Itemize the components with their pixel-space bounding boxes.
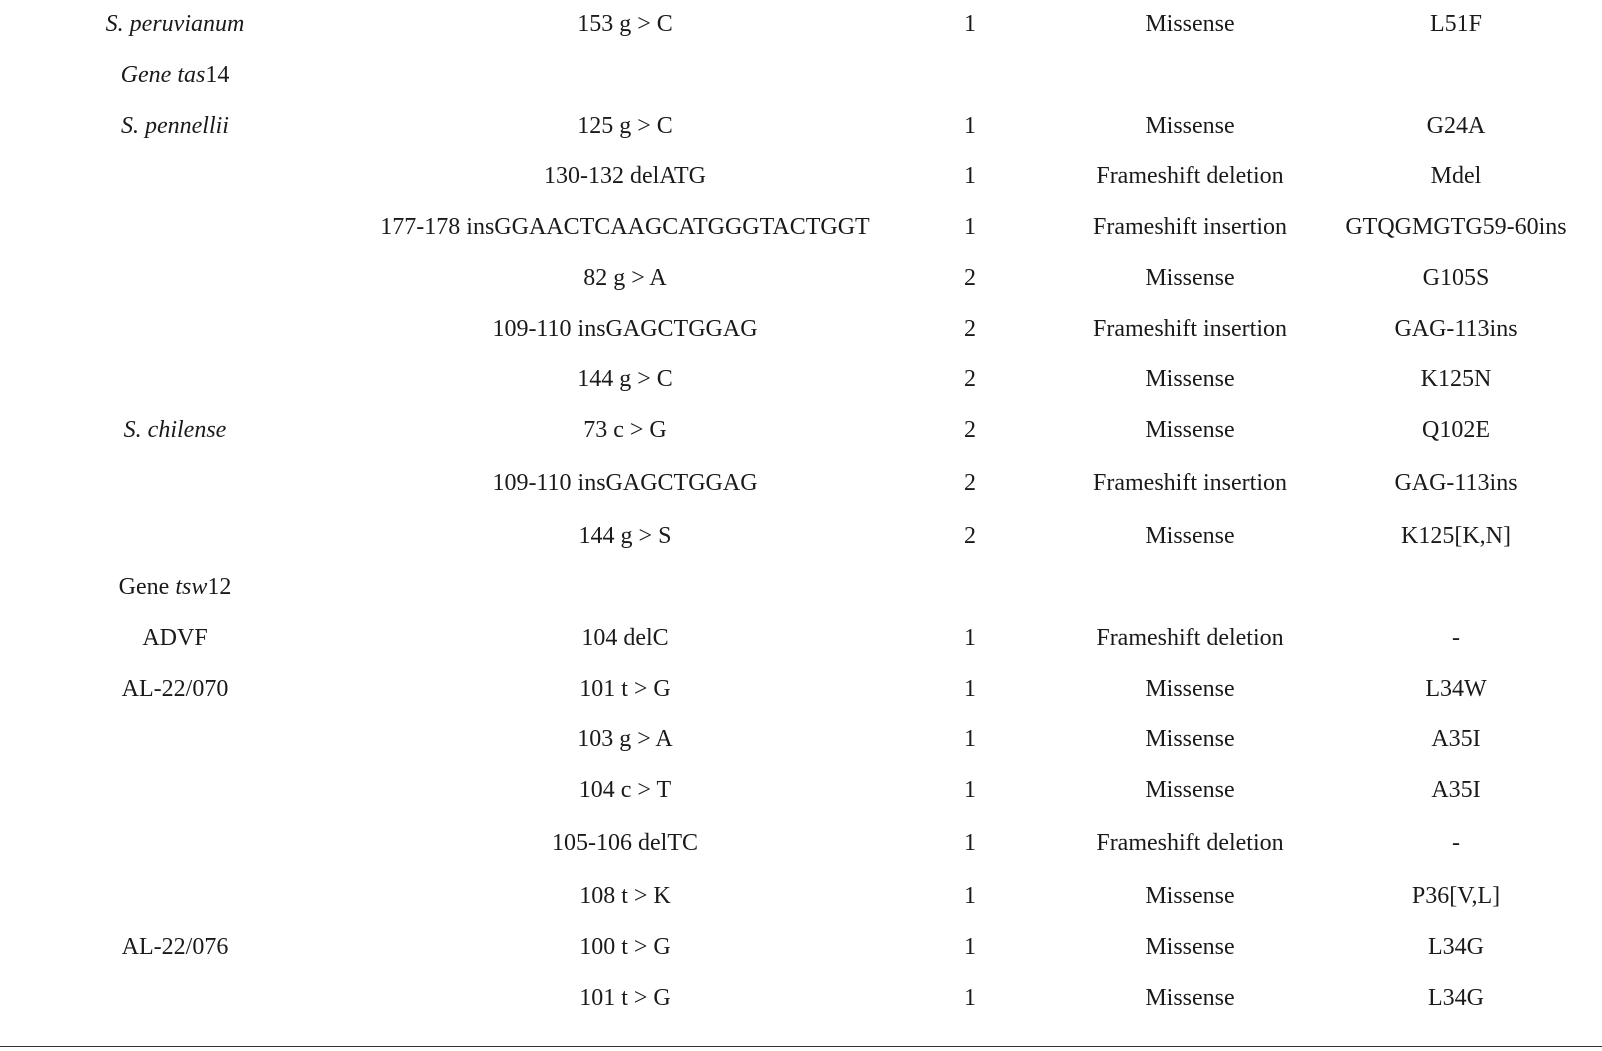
aa-change-cell: L34G: [1428, 934, 1484, 960]
species-cell: S. chilense: [123, 417, 227, 443]
gene-heading-prefix: Gene: [120, 62, 178, 88]
aa-change-cell: -: [1452, 625, 1460, 651]
strain-cell: AL-22/076: [121, 934, 229, 960]
aa-change-cell: L34W: [1425, 676, 1487, 702]
strain-cell: ADVF: [142, 625, 208, 651]
mutation-cell: 101 t > G: [579, 676, 671, 702]
table-row: [0, 719, 1602, 759]
effect-cell: Frameshift insertion: [1093, 316, 1287, 342]
species-cell: [40, 463, 310, 503]
gene-heading-number: 14: [205, 62, 230, 88]
mutation-cell: 125 g > C: [577, 113, 673, 139]
species-cell: S. pennellii: [121, 113, 229, 139]
aa-change-cell: A35I: [1431, 726, 1481, 752]
mutation-cell: 104 c > T: [578, 777, 672, 803]
table-row: [0, 669, 1602, 709]
mutation-cell: 73 c > G: [583, 417, 667, 443]
aa-change-cell: Q102E: [1422, 417, 1490, 443]
strain-cell: [40, 978, 310, 1018]
aa-change-cell: GTQGMGTG59-60ins: [1345, 214, 1567, 240]
mutation-cell: 105-106 delTC: [552, 830, 698, 856]
aa-change-cell: GAG-113ins: [1394, 470, 1518, 496]
table-row: [0, 823, 1602, 863]
count-cell: 2: [964, 417, 976, 443]
table-row: [0, 927, 1602, 967]
mutation-cell: 82 g > A: [583, 265, 667, 291]
mutation-cell: 144 g > C: [577, 366, 673, 392]
effect-cell: Frameshift insertion: [1093, 470, 1287, 496]
count-cell: 2: [964, 523, 976, 549]
gene-heading: [40, 55, 310, 95]
strain-cell: [40, 719, 310, 759]
species-cell: [40, 156, 310, 196]
mutation-cell: 108 t > K: [579, 883, 671, 909]
table-row: [0, 359, 1602, 399]
effect-cell: Missense: [1145, 934, 1235, 960]
table-row: [0, 410, 1602, 450]
mutation-cell: 144 g > S: [578, 523, 672, 549]
table-row: [0, 978, 1602, 1018]
effect-cell: Missense: [1145, 265, 1235, 291]
table-row: [0, 567, 1602, 607]
mutation-cell: 101 t > G: [579, 985, 671, 1011]
count-cell: 2: [964, 470, 976, 496]
strain-cell: AL-22/070: [121, 676, 229, 702]
effect-cell: Missense: [1145, 676, 1235, 702]
species-cell: [40, 207, 310, 247]
aa-change-cell: K125[K,N]: [1401, 523, 1511, 549]
table-row: [0, 463, 1602, 503]
count-cell: 1: [964, 726, 976, 752]
species-cell: [40, 309, 310, 349]
strain-cell: [40, 876, 310, 916]
count-cell: 1: [964, 883, 976, 909]
effect-cell: Missense: [1145, 366, 1235, 392]
species-cell: [40, 359, 310, 399]
strain-cell: [40, 770, 310, 810]
table-row: [0, 207, 1602, 247]
count-cell: 1: [964, 934, 976, 960]
mutation-cell: 153 g > C: [577, 11, 673, 37]
mutation-cell: 109-110 insGAGCTGGAG: [492, 316, 758, 342]
aa-change-cell: P36[V,L]: [1411, 883, 1501, 909]
aa-change-cell: K125N: [1420, 366, 1492, 392]
effect-cell: Frameshift insertion: [1093, 214, 1287, 240]
count-cell: 1: [964, 625, 976, 651]
count-cell: 2: [964, 316, 976, 342]
count-cell: 1: [964, 11, 976, 37]
effect-cell: Frameshift deletion: [1096, 163, 1284, 189]
gene-heading-number: 12: [207, 574, 232, 600]
effect-cell: Missense: [1145, 523, 1235, 549]
count-cell: 1: [964, 985, 976, 1011]
aa-change-cell: L51F: [1429, 11, 1482, 37]
effect-cell: Frameshift deletion: [1096, 625, 1284, 651]
mutation-cell: 100 t > G: [579, 934, 671, 960]
count-cell: 1: [964, 676, 976, 702]
aa-change-cell: Mdel: [1430, 163, 1482, 189]
effect-cell: Missense: [1145, 417, 1235, 443]
count-cell: 1: [964, 163, 976, 189]
table-row: [0, 55, 1602, 95]
gene-heading-name: tsw: [175, 574, 208, 600]
mutation-cell: 104 delC: [581, 625, 669, 651]
count-cell: 1: [964, 777, 976, 803]
table-row: [0, 770, 1602, 810]
effect-cell: Missense: [1145, 113, 1235, 139]
strain-cell: [40, 823, 310, 863]
table-row: [0, 106, 1602, 146]
table-row: [0, 258, 1602, 298]
effect-cell: Frameshift deletion: [1096, 830, 1284, 856]
species-cell: S. peruvianum: [105, 11, 245, 37]
count-cell: 2: [964, 265, 976, 291]
mutation-cell: 177-178 insGGAACTCAAGCATGGGTACTGGT: [380, 214, 870, 240]
species-cell: [40, 516, 310, 556]
count-cell: 1: [964, 830, 976, 856]
aa-change-cell: -: [1452, 830, 1460, 856]
aa-change-cell: G24A: [1426, 113, 1486, 139]
table-row: [0, 618, 1602, 658]
species-cell: [40, 258, 310, 298]
aa-change-cell: G105S: [1422, 265, 1490, 291]
count-cell: 2: [964, 366, 976, 392]
aa-change-cell: GAG-113ins: [1394, 316, 1518, 342]
table-row: [0, 4, 1602, 44]
table-row: [0, 156, 1602, 196]
mutation-cell: 109-110 insGAGCTGGAG: [492, 470, 758, 496]
effect-cell: Missense: [1145, 985, 1235, 1011]
mutation-cell: 130-132 delATG: [544, 163, 706, 189]
table-row: [0, 309, 1602, 349]
effect-cell: Missense: [1145, 777, 1235, 803]
table-row: [0, 876, 1602, 916]
table-row: [0, 516, 1602, 556]
gene-heading: [40, 567, 310, 607]
effect-cell: Missense: [1145, 726, 1235, 752]
effect-cell: Missense: [1145, 883, 1235, 909]
effect-cell: Missense: [1145, 11, 1235, 37]
count-cell: 1: [964, 113, 976, 139]
count-cell: 1: [964, 214, 976, 240]
mutation-cell: 103 g > A: [577, 726, 673, 752]
gene-heading-prefix: Gene: [118, 574, 176, 600]
gene-heading-name: tas: [177, 62, 206, 88]
table-bottom-rule: [0, 1046, 1602, 1047]
aa-change-cell: A35I: [1431, 777, 1481, 803]
aa-change-cell: L34G: [1428, 985, 1484, 1011]
